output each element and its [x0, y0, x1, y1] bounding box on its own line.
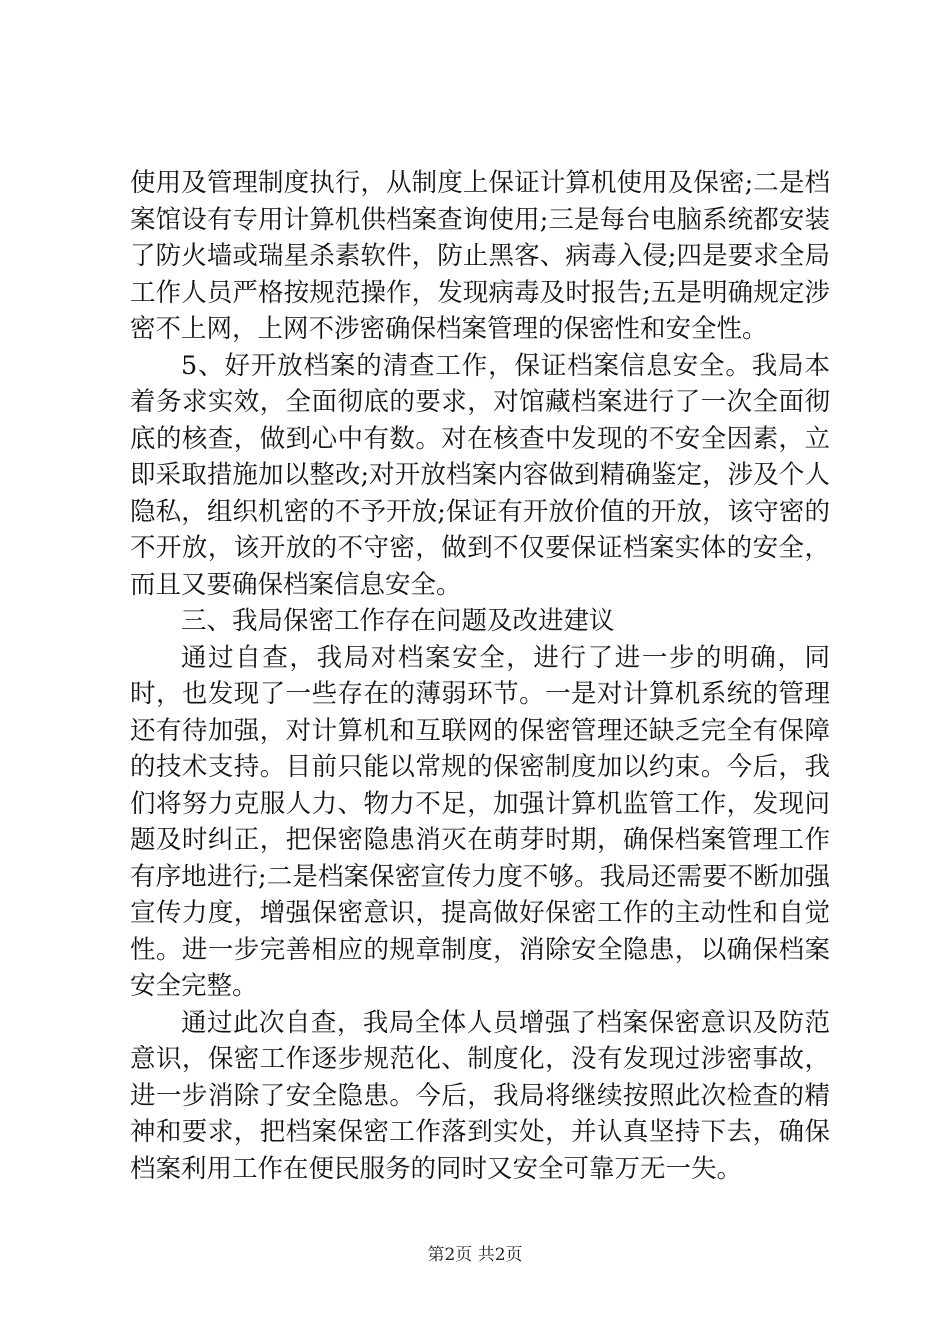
- page-number-footer: 第2页 共2页: [427, 1245, 523, 1265]
- paragraph-conclusion: 通过此次自查，我局全体人员增强了档案保密意识及防范意识，保密工作逐步规范化、制度化，没有发现过涉密事故，进一步消除了安全隐患。今后，我局将继续按照此次检查的精神和要求，把档案保密工作落到实处，并认真坚持下去，确保档案利用工作在便民服务的同时又安全可靠万无一失。: [130, 1007, 830, 1184]
- paragraph-self-inspection: 通过自查，我局对档案安全，进行了进一步的明确，同时，也发现了一些存在的薄弱环节。一是对计算机系统的管理还有待加强，对计算机和互联网的保密管理还缺乏完全有保障的技术支持。目前只能以常规的保密制度加以约束。今后，我们将努力克服人力、物力不足，加强计算机监管工作，发现问题及时纠正，把保密隐患消灭在萌芽时期，确保档案管理工作有序地进行;二是档案保密宣传力度不够。我局还需要不断加强宣传力度，增强保密意识，提高做好保密工作的主动性和自觉性。进一步完善相应的规章制度，消除安全隐患，以确保档案安全完整。: [130, 642, 830, 1001]
- paragraph-continuation: 使用及管理制度执行，从制度上保证计算机使用及保密;二是档案馆设有专用计算机供档案查询使用;三是每台电脑系统都安装了防火墙或瑞星杀素软件，防止黑客、病毒入侵;四是要求全局工作人员严格按规范操作，发现病毒及时报告;五是明确规定涉密不上网，上网不涉密确保档案管理的保密性和安全性。: [130, 168, 830, 344]
- document-body: [130, 165, 830, 1187]
- paragraph-open-archives-check: 5、好开放档案的清查工作，保证档案信息安全。我局本着务求实效，全面彻底的要求，对馆藏档案进行了一次全面彻底的核查，做到心中有数。对在核查中发现的不安全因素，立即采取措施加以整改;对开放档案内容做到精确鉴定，涉及个人隐私，组织机密的不予开放;保证有开放价值的开放，该守密的不开放，该开放的不守密，做到不仅要保证档案实体的安全，而且又要确保档案信息安全。: [130, 350, 830, 600]
- section-heading-problems: 三、我局保密工作存在问题及改进建议: [181, 606, 615, 636]
